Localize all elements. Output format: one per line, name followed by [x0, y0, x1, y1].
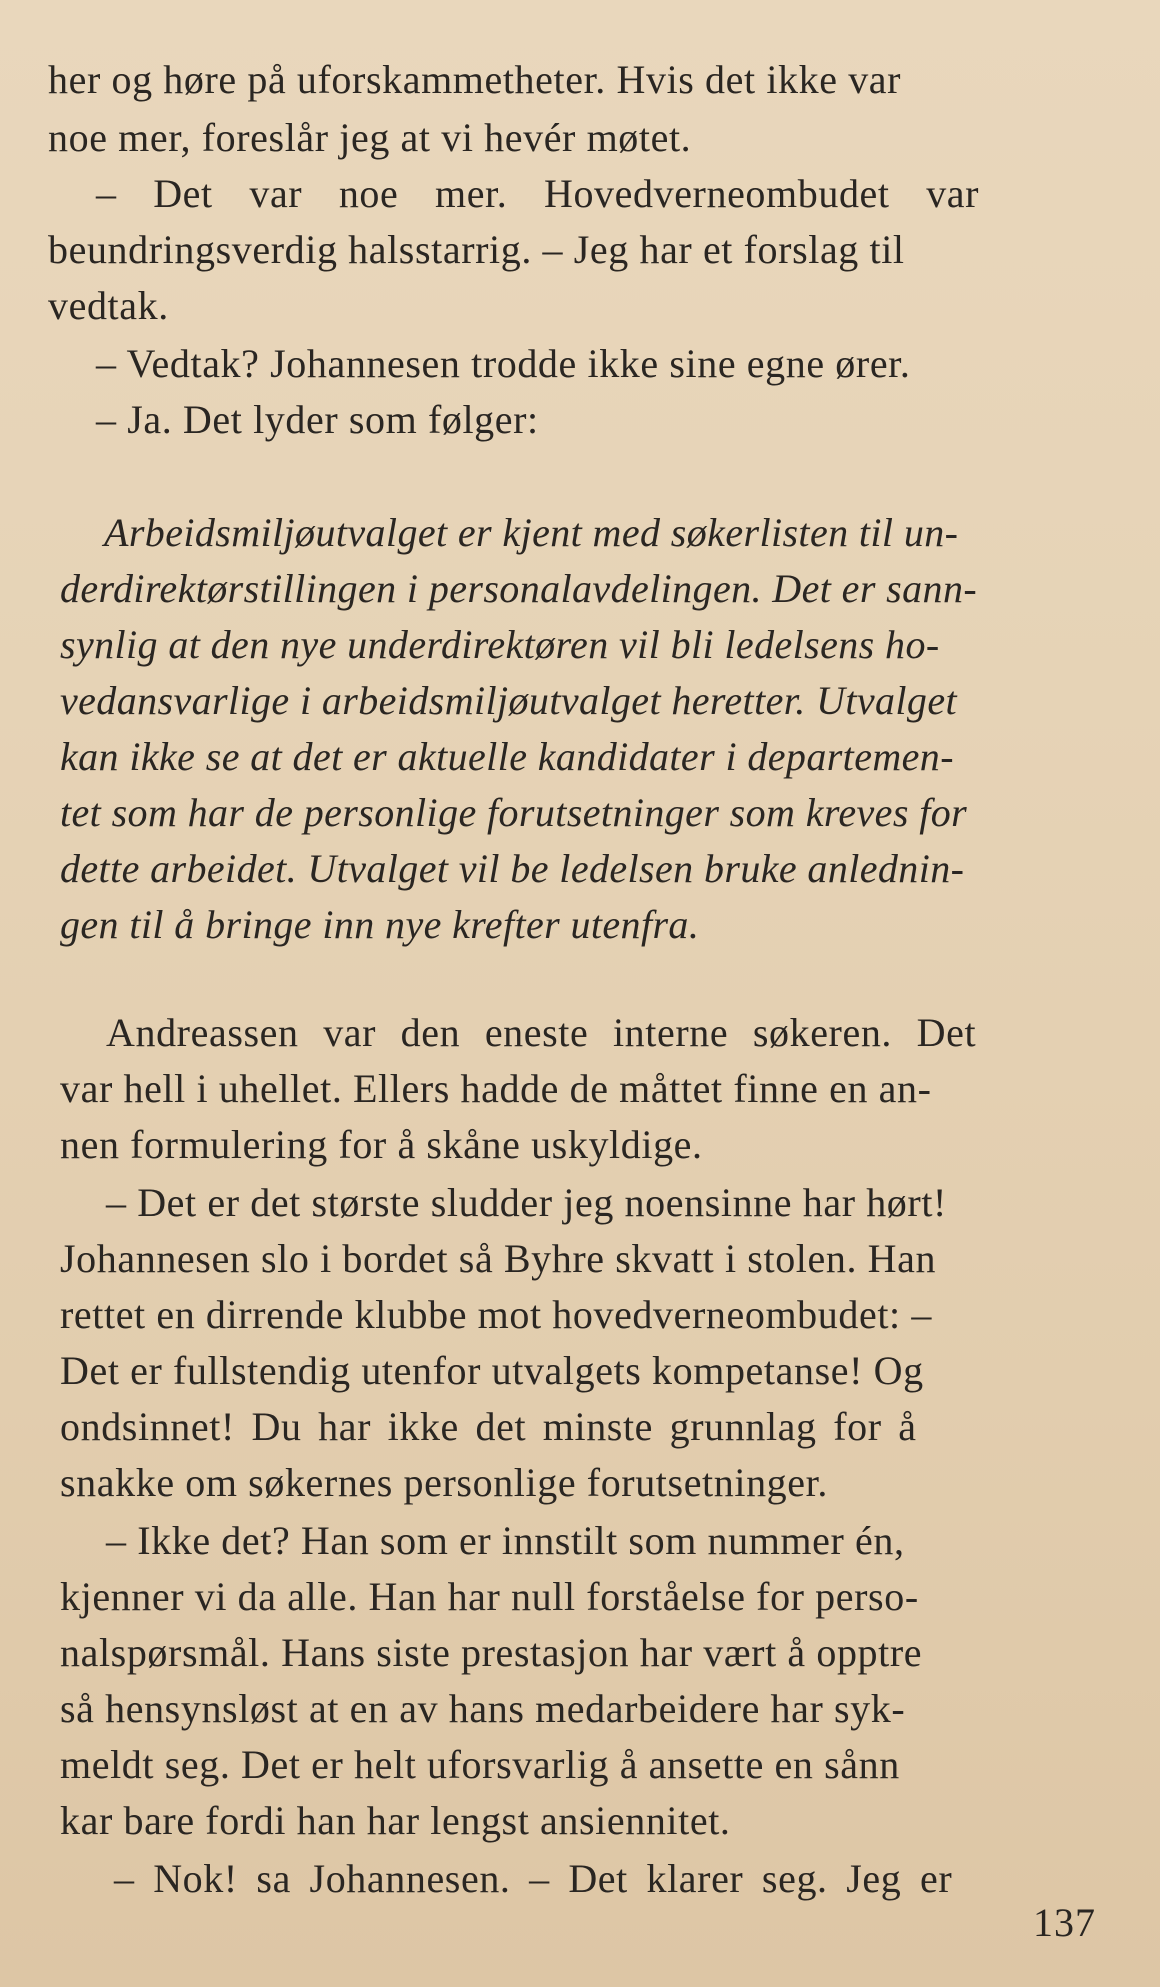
line-text: så hensynsløst at en av hans medarbeidere har syk-	[60, 1686, 906, 1731]
line-text: kjenner vi da alle. Han har null forståelse for perso-	[60, 1574, 919, 1619]
line-text: rettet en dirrende klubbe mot hovedverneombudet: –	[60, 1292, 932, 1337]
line-text: – Nok! sa Johannesen. – Det klarer seg. Jeg er	[114, 1856, 953, 1901]
line-text: – Vedtak? Johannesen trodde ikke sine egne ører.	[96, 341, 911, 386]
line-text: kar bare fordi han har lengst ansiennitet.	[60, 1798, 731, 1843]
line-text: beundringsverdig halsstarrig. – Jeg har et forslag til	[48, 227, 905, 272]
resolution-text: synlig at den nye underdirektøren vil bli ledelsens ho-	[60, 622, 940, 667]
resolution-text: Arbeidsmiljøutvalget er kjent med søkerlisten til un-	[104, 510, 959, 555]
line-text: var hell i uhellet. Ellers hadde de måttet finne en an-	[60, 1066, 932, 1111]
line-text: – Ja. Det lyder som følger:	[96, 397, 539, 442]
page-number: 137	[1033, 1900, 1096, 1945]
line-text: – Det er det største sludder jeg noensinne har hørt!	[106, 1180, 947, 1225]
line-text: nen formulering for å skåne uskyldige.	[60, 1122, 703, 1167]
line-text: ondsinnet! Du har ikke det minste grunnlag for å	[60, 1404, 917, 1449]
line-text: vedtak.	[48, 283, 169, 328]
line-text: Andreassen var den eneste interne søkeren. Det	[106, 1010, 977, 1055]
line-text: Johannesen slo i bordet så Byhre skvatt i stolen. Han	[60, 1236, 937, 1281]
resolution-text: vedansvarlige i arbeidsmiljøutvalget heretter. Utvalget	[60, 678, 957, 723]
line-text: – Ikke det? Han som er innstilt som nummer én,	[106, 1518, 905, 1563]
line-text: meldt seg. Det er helt uforsvarlig å ansette en sånn	[60, 1742, 900, 1787]
resolution-text: tet som har de personlige forutsetninger som kreves for	[60, 790, 968, 835]
line-text: snakke om søkernes personlige forutsetninger.	[60, 1460, 828, 1505]
line-text: Det er fullstendig utenfor utvalgets kompetanse! Og	[60, 1348, 924, 1393]
resolution-text: dette arbeidet. Utvalget vil be ledelsen bruke anlednin-	[60, 846, 965, 891]
resolution-text: derdirektørstillingen i personalavdelingen. Det er sann-	[60, 566, 978, 611]
resolution-text: kan ikke se at det er aktuelle kandidater i departemen-	[60, 734, 954, 779]
resolution-text: gen til å bringe inn nye krefter utenfra.	[60, 902, 700, 947]
line-text: – Det var noe mer. Hovedverneombudet var	[96, 171, 980, 216]
line-text: noe mer, foreslår jeg at vi hevér møtet.	[48, 115, 692, 160]
line-text: her og høre på uforskammetheter. Hvis det ikke var	[48, 57, 902, 102]
line-text: nalspørsmål. Hans siste prestasjon har vært å opptre	[60, 1630, 923, 1675]
